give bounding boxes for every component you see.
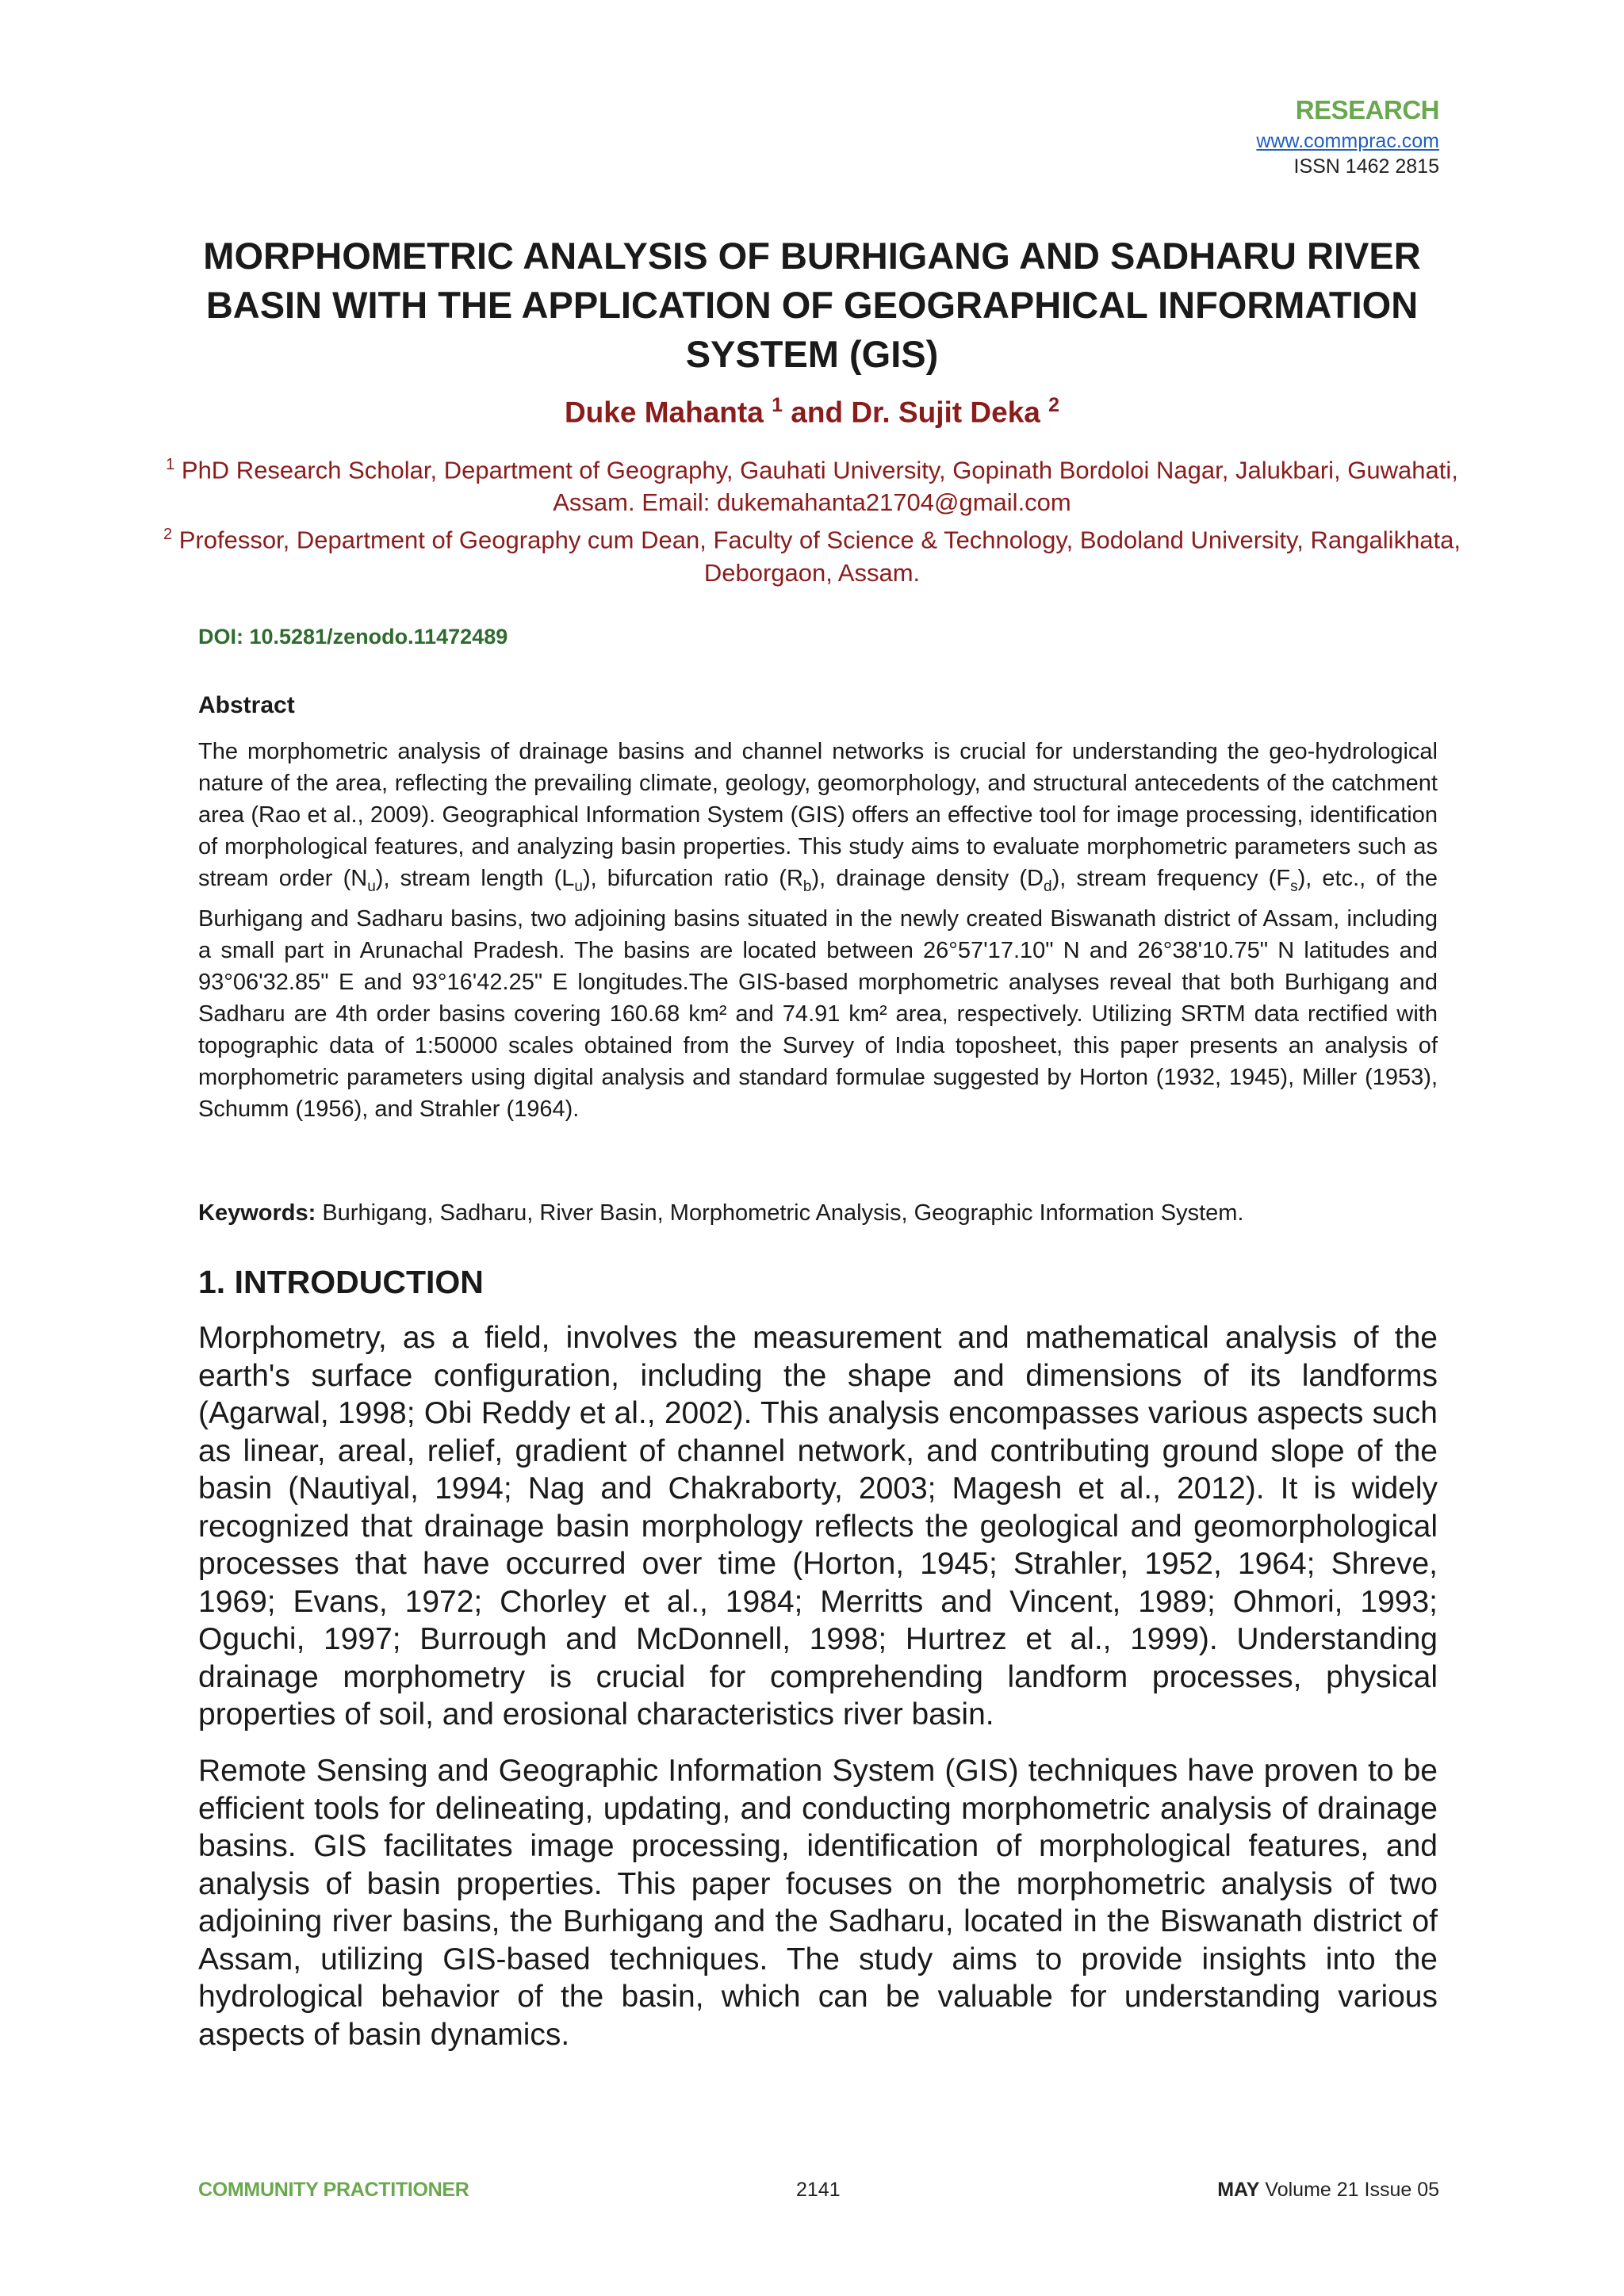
issue-month: MAY (1217, 2179, 1260, 2201)
affiliation-marker: 2 (1048, 394, 1060, 416)
issue-volume: Volume 21 Issue 05 (1265, 2179, 1439, 2201)
issue-info (1217, 2179, 1439, 2202)
affiliation (159, 449, 1465, 519)
section-label: RESEARCH (1295, 95, 1439, 124)
affiliation-text: PhD Research Scholar, Department of Geography, Gauhati University, Gopinath Bordoloi Nagar, Jalukbari, Guwahati, Assam. Email: dukemahanta21704@gmail.com (181, 456, 1458, 517)
affiliations (159, 449, 1465, 589)
subscript: u (367, 878, 376, 895)
intro-paragraph: Remote Sensing and Geographic Information System (GIS) techniques have proven to be efficient tools for delineating, updating, and conducting morphometric analysis of drainage basins. GIS facilitates image processing, identification of morphological features, and analysis of basin properties. This paper focuses on the morphometric analysis of two adjoining river basins, the Burhigang and the Sadharu, located in the Biswanath district of Assam, utilizing GIS-based techniques. The study aims to provide insights into the hydrological behavior of the basin, which can be valuable for understanding various aspects of basin dynamics. (198, 1754, 1438, 2052)
abstract-text: The morphometric analysis of drainage basins and channel networks is crucial for understanding the geo-hydrological nature of the area, reflecting the prevailing climate, geology, geomorphology, and structural antecedents of the catchment area (Rao et al., 2009). Geographical Information System (GIS) offers an effective tool for image processing, identification of morphological features, and analyzing basin properties. This study aims to evaluate morphometric parameters such as stream order (N (198, 739, 1438, 891)
abstract-text: ), bifurcation ratio (R (582, 866, 803, 891)
doi-link[interactable]: DOI: 10.5281/zenodo.11472489 (198, 625, 508, 649)
author-name: Duke Mahanta (564, 396, 764, 429)
affiliation (159, 519, 1465, 588)
abstract-text: ), drainage density (D (811, 866, 1044, 891)
subscript: s (1290, 878, 1298, 895)
issn: ISSN 1462 2815 (1293, 155, 1439, 178)
abstract-body (198, 736, 1438, 1125)
abstract-heading: Abstract (198, 692, 295, 718)
article-title: MORPHOMETRIC ANALYSIS OF BURHIGANG AND SADHARU RIVER BASIN WITH THE APPLICATION OF GEOGRAPHICAL INFORMATION SYSTEM (GIS) (203, 235, 1421, 375)
keywords-label: Keywords: (198, 1200, 316, 1226)
page-number: 2141 (796, 2179, 841, 2201)
subscript: u (574, 878, 583, 895)
affiliation-marker: 1 (772, 394, 783, 416)
intro-paragraph: Morphometry, as a field, involves the measurement and mathematical analysis of the earth's surface configuration, including the shape and dimensions of its landforms (Agarwal, 1998; Obi Reddy et al., 2002). This analysis encompasses various aspects such as linear, areal, relief, gradient of channel network, and contributing ground slope of the basin (Nautiyal, 1994; Nag and Chakraborty, 2003; Magesh et al., 2012). It is widely recognized that drainage basin morphology reflects the geological and geomorphological processes that have occurred over time (Horton, 1945; Strahler, 1952, 1964; Shreve, 1969; Evans, 1972; Chorley et al., 1984; Merritts and Vincent, 1989; Ohmori, 1993; Oguchi, 1997; Burrough and McDonnell, 1998; Hurtrez et al., 1999). Understanding drainage morphometry is crucial for comprehending landform processes, physical properties of soil, and erosional characteristics river basin. (198, 1321, 1438, 1732)
abstract-text: ), stream length (L (375, 866, 575, 891)
journal-name: COMMUNITY PRACTITIONER (198, 2179, 469, 2201)
keywords-text: Burhigang, Sadharu, River Basin, Morphometric Analysis, Geographic Information System. (322, 1200, 1244, 1226)
subscript: b (802, 878, 812, 895)
journal-website-link[interactable]: www.commprac.com (1256, 130, 1439, 152)
section-heading-introduction: 1. INTRODUCTION (198, 1264, 484, 1300)
abstract-text: ), stream frequency (F (1051, 866, 1291, 891)
abstract-text: ), etc., of the Burhigang and Sadharu basins, two adjoining basins situated in the newly created Biswanath district of Assam, including a small part in Arunachal Pradesh. The basins are located between 26°57'17.10" N and 26°38'10.75" N latitudes and 93°06'32.85" E and 93°16'42.25" E longitudes.The GIS-based morphometric analyses reveal that both Burhigang and Sadharu are 4th order basins covering 160.68 km² and 74.91 km² area, respectively. Utilizing SRTM data rectified with topographic data of 1:50000 scales obtained from the Survey of India toposheet, this paper presents an analysis of morphometric parameters using digital analysis and standard formulae suggested by Horton (1932, 1945), Miller (1953), Schumm (1956), and Strahler (1964). (198, 866, 1438, 1122)
subscript: d (1043, 878, 1052, 895)
author-name: Dr. Sujit Deka (851, 396, 1040, 429)
keywords (198, 1197, 1438, 1229)
affiliation-text: Professor, Department of Geography cum Dean, Faculty of Science & Technology, Bodoland University, Rangalikhata, Deborgaon, Assam. (178, 526, 1461, 587)
author-list (198, 394, 1426, 429)
affiliation-marker: 1 (166, 456, 175, 473)
affiliation-marker: 2 (163, 526, 173, 544)
author-joiner: and (791, 396, 844, 429)
